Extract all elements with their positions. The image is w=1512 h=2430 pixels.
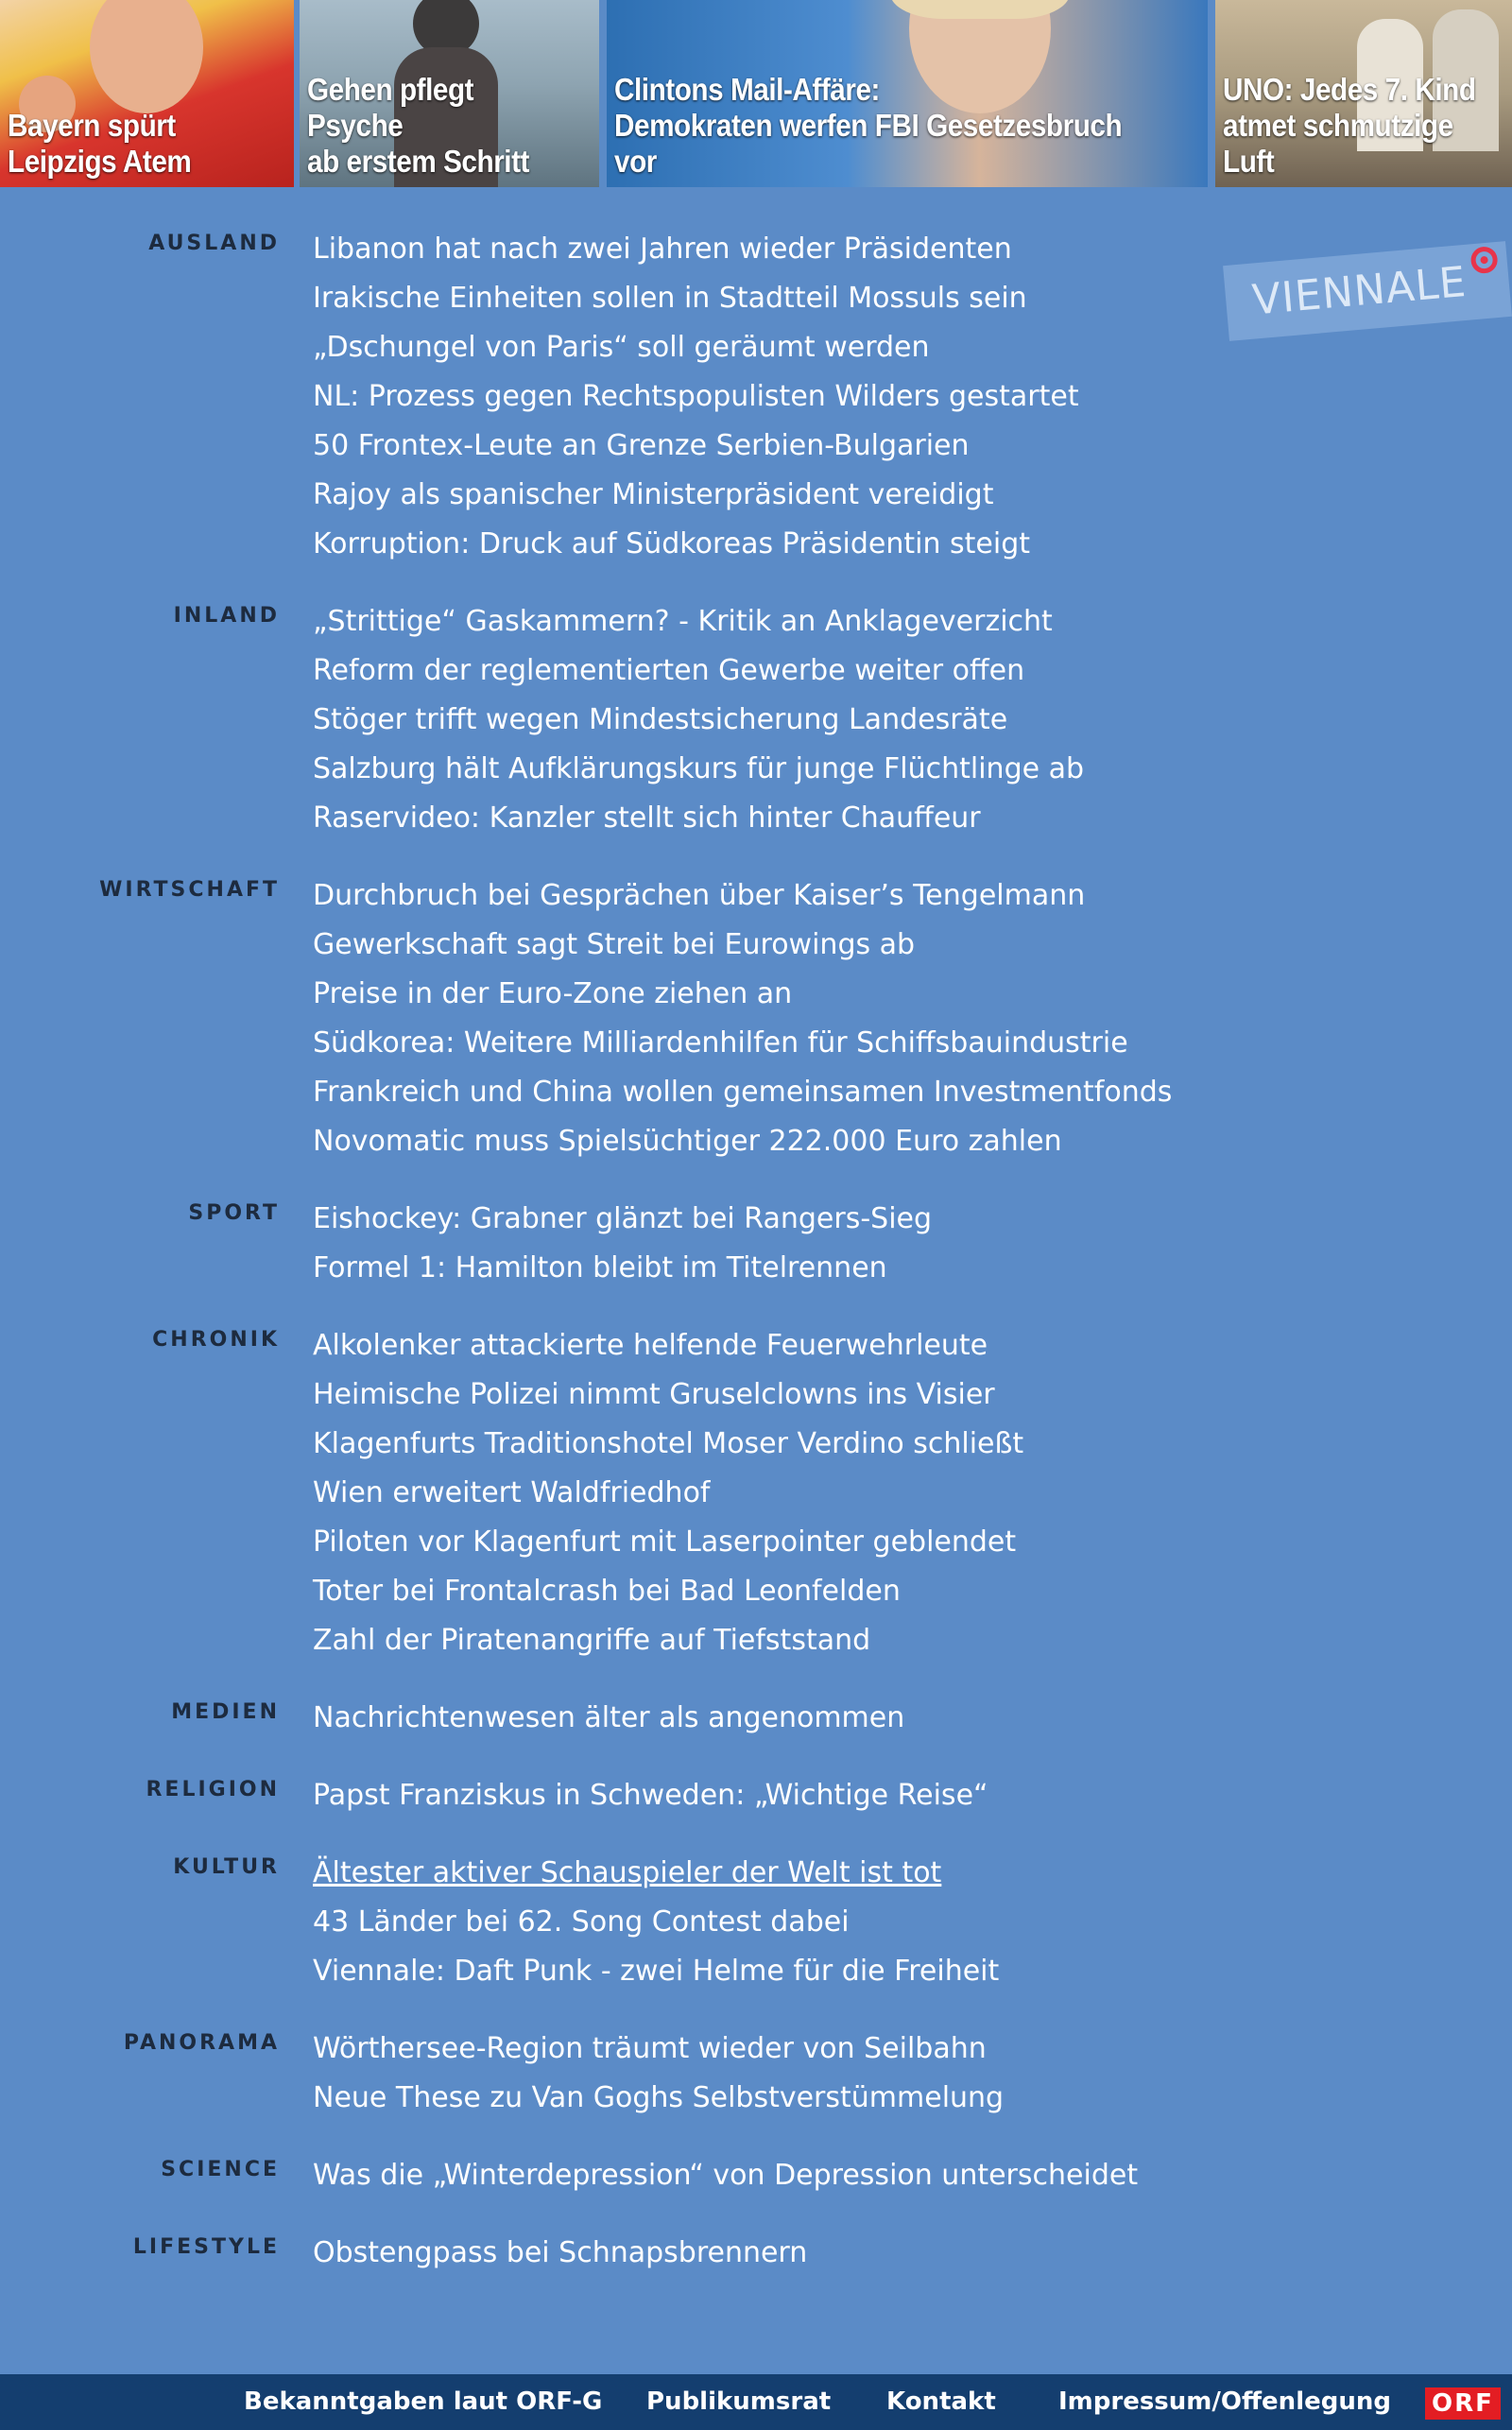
headline-link[interactable]: Obstengpass bei Schnapsbrennern — [313, 2236, 808, 2269]
section-label[interactable]: KULTUR — [173, 1855, 280, 1879]
section-wirtschaft — [0, 871, 1512, 1166]
headline-link[interactable]: Heimische Polizei nimmt Gruselclowns ins Visier — [313, 1378, 995, 1411]
section-label[interactable]: RELIGION — [146, 1778, 280, 1801]
headline-link[interactable]: Alkolenker attackierte helfende Feuerwehrleute — [313, 1329, 988, 1362]
section-lifestyle — [0, 2229, 1512, 2278]
headline-link[interactable]: Frankreich und China wollen gemeinsamen Investmentfonds — [313, 1076, 1173, 1109]
headline-link[interactable]: 43 Länder bei 62. Song Contest dabei — [313, 1905, 850, 1939]
teaser-strip — [0, 0, 1512, 187]
orf-logo[interactable]: ORF — [1425, 2387, 1501, 2420]
section-items — [313, 1694, 904, 1743]
section-label[interactable]: SPORT — [188, 1201, 280, 1225]
section-inland — [0, 597, 1512, 843]
headline-link[interactable]: „Strittige“ Gaskammern? - Kritik an Anklageverzicht — [313, 605, 1053, 638]
section-ausland — [0, 225, 1512, 569]
headline-link[interactable]: Korruption: Druck auf Südkoreas Präsidentin steigt — [313, 527, 1031, 560]
section-panorama — [0, 2025, 1512, 2123]
headline-link[interactable]: Rajoy als spanischer Ministerpräsident vereidigt — [313, 478, 994, 511]
footer — [0, 2374, 1512, 2430]
section-medien — [0, 1694, 1512, 1743]
section-items — [313, 1195, 932, 1293]
section-label[interactable]: SCIENCE — [161, 2158, 280, 2181]
headline-link[interactable]: Nachrichtenwesen älter als angenommen — [313, 1701, 905, 1734]
headline-link[interactable]: Raservideo: Kanzler stellt sich hinter Chauffeur — [313, 801, 981, 835]
headline-link[interactable]: 50 Frontex-Leute an Grenze Serbien-Bulgarien — [313, 429, 970, 462]
teaser-caption: Bayern spürt Leipzigs Atem — [8, 108, 192, 179]
section-items — [313, 2025, 1004, 2123]
headline-link[interactable]: Formel 1: Hamilton bleibt im Titelrennen — [313, 1251, 887, 1284]
section-label[interactable]: WIRTSCHAFT — [99, 878, 280, 902]
player-face — [90, 0, 203, 113]
teaser-caption: Gehen pflegt Psyche ab erstem Schritt — [307, 72, 529, 179]
headline-link[interactable]: Ältester aktiver Schauspieler der Welt ist tot — [313, 1856, 942, 1889]
section-label[interactable]: INLAND — [173, 604, 280, 628]
headline-link[interactable]: Preise in der Euro-Zone ziehen an — [313, 977, 793, 1010]
headline-link[interactable]: NL: Prozess gegen Rechtspopulisten Wilders gestartet — [313, 380, 1079, 413]
teaser-uno[interactable] — [1215, 0, 1512, 187]
footer-link-impressum[interactable]: Impressum/Offenlegung — [1058, 2387, 1391, 2416]
headline-link[interactable]: Südkorea: Weitere Milliardenhilfen für Schiffsbauindustrie — [313, 1026, 1128, 1060]
footer-link-kontakt[interactable]: Kontakt — [886, 2387, 996, 2416]
headline-link[interactable]: Stöger trifft wegen Mindestsicherung Landesräte — [313, 703, 1008, 736]
section-items — [313, 1771, 988, 1820]
headline-link[interactable]: Viennale: Daft Punk - zwei Helme für die Freiheit — [313, 1955, 1000, 1988]
section-kultur — [0, 1849, 1512, 1996]
section-religion — [0, 1771, 1512, 1820]
section-sport — [0, 1195, 1512, 1293]
section-items — [313, 597, 1084, 843]
headline-link[interactable]: Was die „Winterdepression“ von Depression unterscheidet — [313, 2159, 1139, 2192]
headline-link[interactable]: Neue These zu Van Goghs Selbstverstümmelung — [313, 2081, 1005, 2114]
headline-link[interactable]: Gewerkschaft sagt Streit bei Eurowings ab — [313, 928, 916, 961]
headline-link[interactable]: „Dschungel von Paris“ soll geräumt werden — [313, 331, 930, 364]
news-sections — [0, 225, 1512, 2306]
section-label[interactable]: CHRONIK — [152, 1328, 280, 1352]
teaser-bayern[interactable] — [0, 0, 294, 187]
teaser-clinton[interactable] — [607, 0, 1208, 187]
headline-link[interactable]: Klagenfurts Traditionshotel Moser Verdino schließt — [313, 1427, 1024, 1460]
headline-link[interactable]: Irakische Einheiten sollen in Stadtteil Mossuls sein — [313, 282, 1027, 315]
section-items — [313, 2229, 807, 2278]
headline-link[interactable]: Durchbruch bei Gesprächen über Kaiser’s Tengelmann — [313, 879, 1086, 912]
footer-link-publikumsrat[interactable]: Publikumsrat — [646, 2387, 832, 2416]
section-label[interactable]: AUSLAND — [148, 232, 280, 255]
headline-link[interactable]: Zahl der Piratenangriffe auf Tiefststand — [313, 1624, 871, 1657]
footer-link-bekanntgaben[interactable]: Bekanntgaben laut ORF-G — [244, 2387, 603, 2416]
headline-link[interactable]: Salzburg hält Aufklärungskurs für junge Flüchtlinge ab — [313, 752, 1085, 785]
headline-link[interactable]: Piloten vor Klagenfurt mit Laserpointer geblendet — [313, 1525, 1017, 1559]
headline-link[interactable]: Papst Franziskus in Schweden: „Wichtige Reise“ — [313, 1779, 988, 1812]
headline-link[interactable]: Reform der reglementierten Gewerbe weiter offen — [313, 654, 1025, 687]
viennale-label: VIENNALE — [1250, 257, 1469, 325]
teaser-caption: UNO: Jedes 7. Kind atmet schmutzige Luft — [1223, 72, 1476, 179]
headline-link[interactable]: Toter bei Frontalcrash bei Bad Leonfelden — [313, 1575, 901, 1608]
teaser-caption: Clintons Mail-Affäre: Demokraten werfen FBI Gesetzesbruch vor — [614, 72, 1123, 179]
headline-link[interactable]: Libanon hat nach zwei Jahren wieder Präsidenten — [313, 233, 1012, 266]
headline-link[interactable]: Novomatic muss Spielsüchtiger 222.000 Euro zahlen — [313, 1125, 1062, 1158]
teaser-gehen[interactable] — [300, 0, 599, 187]
section-chronik — [0, 1321, 1512, 1665]
section-label[interactable]: PANORAMA — [123, 2031, 280, 2055]
section-science — [0, 2151, 1512, 2200]
headline-link[interactable]: Wien erweitert Waldfriedhof — [313, 1476, 711, 1509]
section-items — [313, 1321, 1023, 1665]
section-label[interactable]: LIFESTYLE — [132, 2235, 280, 2259]
section-items — [313, 225, 1079, 569]
section-items — [313, 871, 1172, 1166]
headline-link[interactable]: Wörthersee-Region träumt wieder von Seilbahn — [313, 2032, 987, 2065]
headline-link[interactable]: Eishockey: Grabner glänzt bei Rangers-Sieg — [313, 1202, 933, 1235]
section-items — [313, 1849, 999, 1996]
section-items — [313, 2151, 1138, 2200]
section-label[interactable]: MEDIEN — [171, 1700, 280, 1724]
